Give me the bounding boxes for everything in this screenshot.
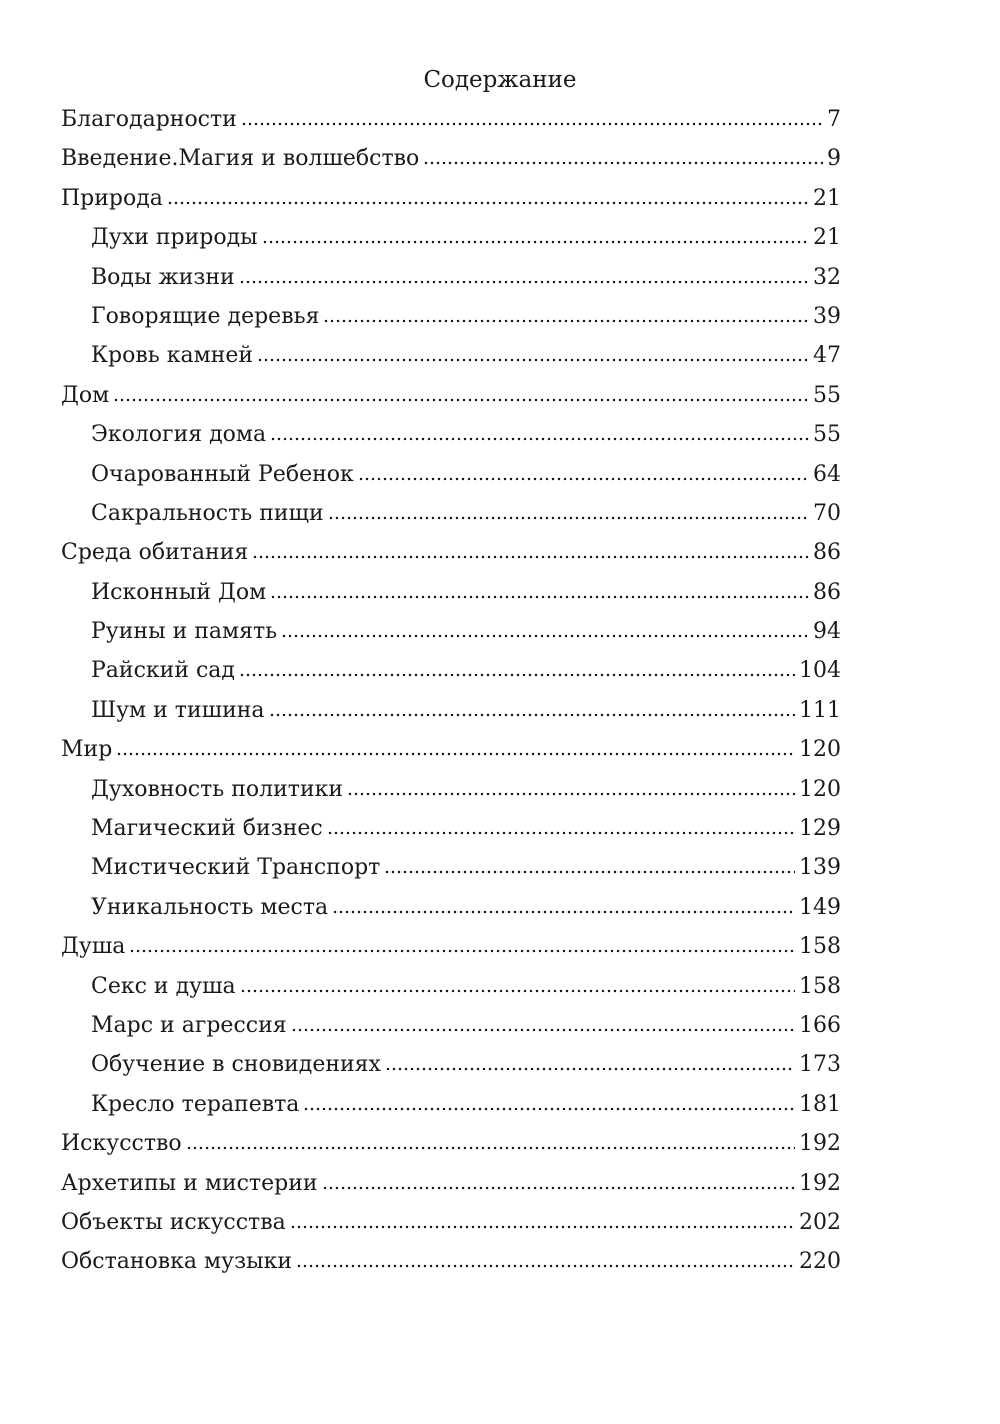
toc-entry-page-number: 111 bbox=[799, 697, 841, 723]
dot-leader bbox=[281, 628, 809, 638]
toc-entry-page-number: 139 bbox=[799, 855, 841, 881]
dot-leader bbox=[270, 589, 809, 599]
dot-leader bbox=[347, 786, 795, 796]
dot-leader bbox=[252, 549, 809, 559]
toc-subentry bbox=[61, 1006, 841, 1045]
toc-entry-label: Благодарности bbox=[61, 107, 237, 132]
toc-subentry bbox=[61, 691, 841, 730]
toc-entry bbox=[61, 927, 841, 966]
toc-entry-page-number: 70 bbox=[813, 500, 841, 526]
toc-entry-label: Кресло терапевта bbox=[91, 1091, 300, 1117]
toc-entry-page-number: 21 bbox=[813, 225, 841, 251]
toc-entry-page-number: 120 bbox=[799, 776, 841, 802]
toc-entry-page-number: 181 bbox=[799, 1091, 841, 1117]
dot-leader bbox=[113, 392, 809, 402]
toc-entry-label: Секс и душа bbox=[91, 973, 236, 999]
toc-entry-label: Природа bbox=[61, 185, 163, 211]
toc-entry-label: Обстановка музыки bbox=[61, 1249, 293, 1275]
dot-leader bbox=[332, 904, 795, 914]
toc-subentry bbox=[61, 770, 841, 809]
dot-leader bbox=[423, 155, 823, 165]
toc-entry-page-number: 55 bbox=[813, 382, 841, 408]
toc-entry-page-number: 220 bbox=[799, 1249, 841, 1275]
dot-leader bbox=[262, 234, 809, 244]
toc-subentry bbox=[61, 888, 841, 927]
dot-leader bbox=[303, 1101, 795, 1111]
toc-subentry bbox=[61, 218, 841, 257]
toc-entry bbox=[61, 139, 841, 178]
dot-leader bbox=[270, 431, 809, 441]
toc-entry-label: Марс и агрессия bbox=[91, 1012, 287, 1038]
toc-entry-label: Среда обитания bbox=[61, 540, 249, 566]
toc-entry bbox=[61, 376, 841, 415]
dot-leader bbox=[240, 983, 795, 993]
toc-entry-page-number: 86 bbox=[813, 579, 841, 605]
toc-entry-label: Уникальность места bbox=[91, 894, 329, 920]
dot-leader bbox=[239, 274, 809, 284]
toc-entry-page-number: 7 bbox=[827, 107, 841, 132]
toc-entry-page-number: 192 bbox=[799, 1131, 841, 1157]
toc-entry bbox=[61, 1164, 841, 1203]
toc-entry bbox=[61, 100, 841, 139]
toc-subentry bbox=[61, 494, 841, 533]
toc-subentry bbox=[61, 1045, 841, 1084]
toc-entry-label: Кровь камней bbox=[91, 343, 254, 369]
table-of-contents bbox=[61, 100, 841, 1282]
toc-entry-page-number: 173 bbox=[799, 1052, 841, 1078]
toc-subentry bbox=[61, 809, 841, 848]
toc-entry-label: Сакральность пищи bbox=[91, 500, 324, 526]
toc-entry-label: Экология дома bbox=[91, 422, 267, 448]
toc-entry bbox=[61, 1242, 841, 1281]
toc-subentry bbox=[61, 455, 841, 494]
toc-entry-label: Магический бизнес bbox=[91, 816, 323, 842]
toc-entry-page-number: 86 bbox=[813, 540, 841, 566]
dot-leader bbox=[241, 116, 823, 126]
toc-entry bbox=[61, 730, 841, 769]
toc-entry-label: Очарованный Ребенок bbox=[91, 461, 354, 487]
toc-entry-page-number: 64 bbox=[813, 461, 841, 487]
toc-entry-label: Исконный Дом bbox=[91, 579, 267, 605]
toc-entry-label: Объекты искусства bbox=[61, 1209, 286, 1235]
toc-entry-label: Воды жизни bbox=[91, 264, 235, 290]
toc-entry-page-number: 149 bbox=[799, 894, 841, 920]
dot-leader bbox=[257, 352, 809, 362]
toc-subentry bbox=[61, 297, 841, 336]
dot-leader bbox=[327, 825, 795, 835]
toc-subentry bbox=[61, 336, 841, 375]
toc-subentry bbox=[61, 651, 841, 690]
toc-subentry bbox=[61, 967, 841, 1006]
dot-leader bbox=[116, 746, 795, 756]
toc-entry-label: Обучение в сновидениях bbox=[91, 1052, 381, 1078]
toc-entry bbox=[61, 533, 841, 572]
toc-entry-label: Мистический Транспорт bbox=[91, 855, 381, 881]
dot-leader bbox=[269, 707, 795, 717]
dot-leader bbox=[328, 510, 809, 520]
toc-entry-label: Райский сад bbox=[91, 658, 235, 684]
toc-subentry bbox=[61, 612, 841, 651]
toc-entry-page-number: 104 bbox=[799, 658, 841, 684]
toc-entry bbox=[61, 179, 841, 218]
toc-entry-page-number: 158 bbox=[799, 973, 841, 999]
toc-entry bbox=[61, 1124, 841, 1163]
toc-entry-page-number: 202 bbox=[799, 1209, 841, 1235]
dot-leader bbox=[296, 1258, 795, 1268]
toc-entry-page-number: 21 bbox=[813, 185, 841, 211]
toc-entry-label: Духи природы bbox=[91, 225, 258, 251]
toc-subentry bbox=[61, 573, 841, 612]
dot-leader bbox=[385, 1061, 795, 1071]
toc-entry-page-number: 32 bbox=[813, 264, 841, 290]
toc-entry-label: Говорящие деревья bbox=[91, 303, 320, 329]
toc-entry-page-number: 120 bbox=[799, 737, 841, 763]
toc-entry-label: Душа bbox=[61, 934, 126, 960]
dot-leader bbox=[358, 471, 809, 481]
toc-entry-label: Руины и память bbox=[91, 619, 278, 645]
toc-entry-page-number: 39 bbox=[813, 303, 841, 329]
toc-entry-label: Духовность политики bbox=[91, 776, 344, 802]
toc-entry-page-number: 158 bbox=[799, 934, 841, 960]
toc-entry-page-number: 55 bbox=[813, 422, 841, 448]
toc-subentry bbox=[61, 1085, 841, 1124]
dot-leader bbox=[167, 195, 809, 205]
toc-entry-label: Шум и тишина bbox=[91, 697, 265, 723]
toc-entry-page-number: 166 bbox=[799, 1012, 841, 1038]
toc-entry-label: Дом bbox=[61, 382, 110, 408]
toc-subentry bbox=[61, 848, 841, 887]
toc-entry-label: Архетипы и мистерии bbox=[61, 1170, 318, 1196]
page-title: Содержание bbox=[423, 67, 577, 93]
toc-entry-page-number: 129 bbox=[799, 816, 841, 842]
dot-leader bbox=[322, 1180, 795, 1190]
toc-entry-page-number: 47 bbox=[813, 343, 841, 369]
toc-entry-label: Искусство bbox=[61, 1131, 182, 1157]
toc-subentry bbox=[61, 258, 841, 297]
dot-leader bbox=[291, 1022, 795, 1032]
dot-leader bbox=[323, 313, 809, 323]
dot-leader bbox=[290, 1219, 795, 1229]
toc-entry-label: Введение.Магия и волшебство bbox=[61, 146, 420, 172]
toc-entry-page-number: 192 bbox=[799, 1170, 841, 1196]
dot-leader bbox=[186, 1140, 795, 1150]
dot-leader bbox=[129, 943, 795, 953]
toc-entry-label: Мир bbox=[61, 737, 113, 763]
toc-entry bbox=[61, 1203, 841, 1242]
toc-subentry bbox=[61, 415, 841, 454]
toc-entry-page-number: 9 bbox=[827, 146, 841, 172]
toc-entry-page-number: 94 bbox=[813, 619, 841, 645]
dot-leader bbox=[384, 864, 795, 874]
dot-leader bbox=[239, 667, 795, 677]
